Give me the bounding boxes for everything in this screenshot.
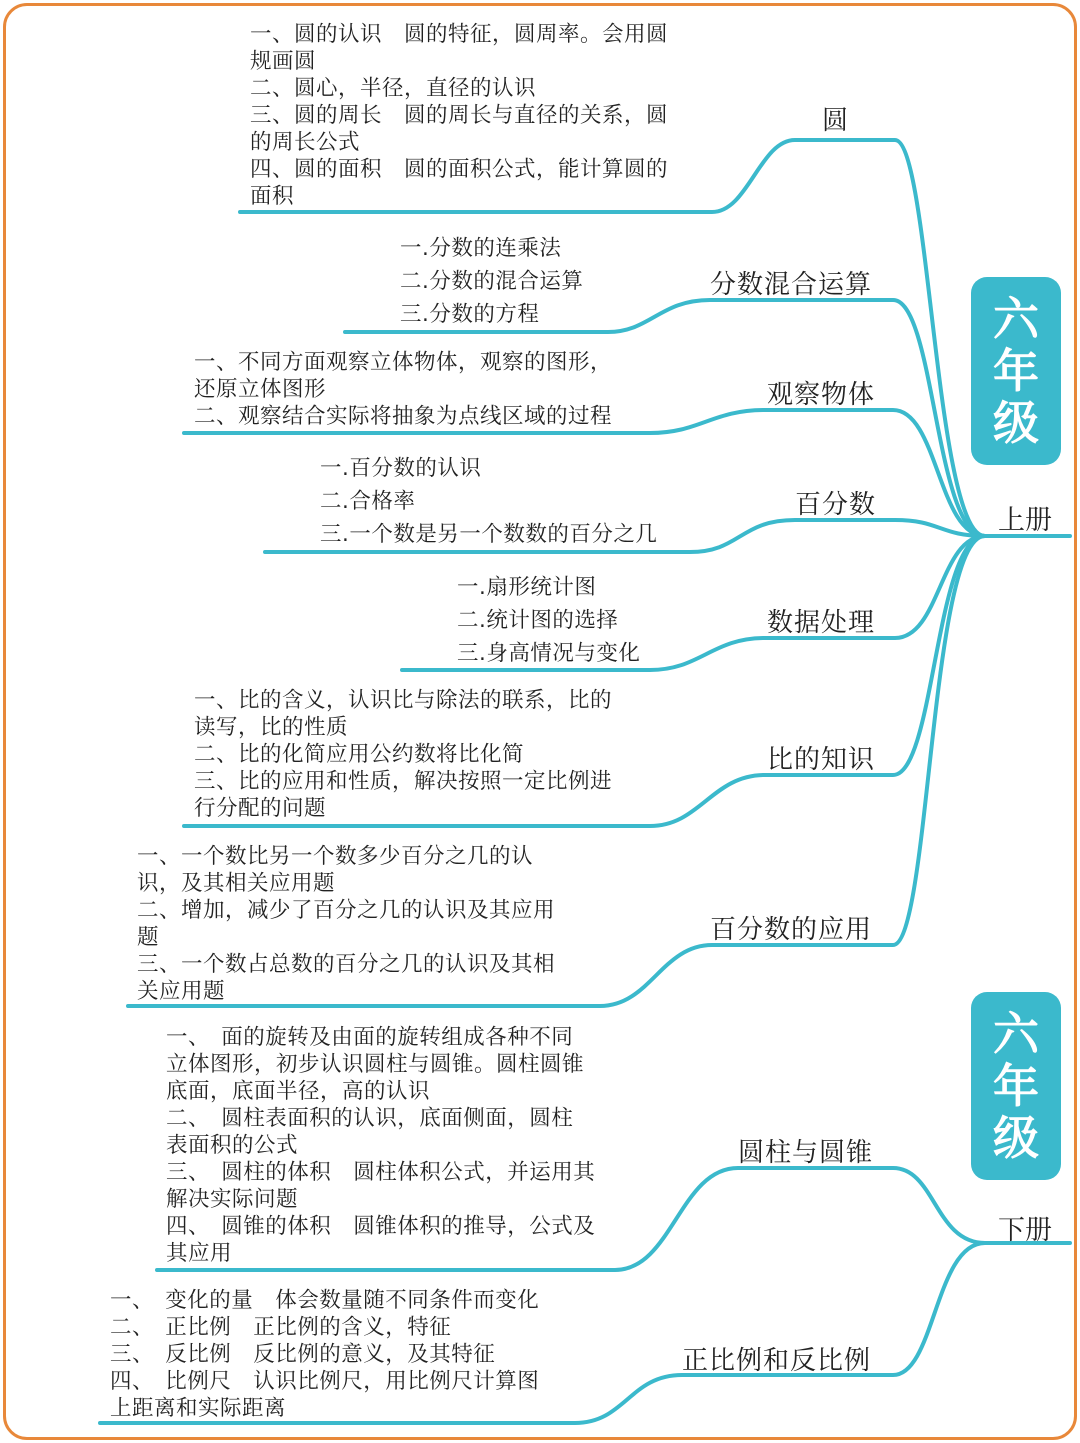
detail-line: 一.分数的连乘法 xyxy=(400,236,562,261)
detail-line: 二、观察结合实际将抽象为点线区域的过程 xyxy=(194,404,613,429)
detail-line: 三、 圆柱的体积 圆柱体积公式，并运用其 xyxy=(166,1160,596,1185)
detail-line: 一、 变化的量 体会数量随不同条件而变化 xyxy=(110,1288,540,1313)
topic-label: 分数混合运算 xyxy=(710,270,873,300)
topic-label: 圆 xyxy=(822,106,850,136)
topic-details xyxy=(320,452,657,551)
detail-line: 三、圆的周长 圆的周长与直径的关系，圆 xyxy=(250,103,669,128)
volume-label-upper: 上册 xyxy=(998,505,1052,536)
detail-line: 二、 圆柱表面积的认识，底面侧面，圆柱 xyxy=(166,1106,574,1131)
detail-line: 一、 面的旋转及由面的旋转组成各种不同 xyxy=(166,1025,574,1050)
detail-line: 四、 比例尺 认识比例尺，用比例尺计算图 xyxy=(110,1369,540,1394)
grade-badge-upper xyxy=(971,277,1061,465)
detail-line: 三、比的应用和性质，解决按照一定比例进 xyxy=(194,769,613,794)
detail-line: 规画圆 xyxy=(250,49,317,74)
topic-label: 百分数 xyxy=(795,490,877,520)
detail-line: 一、比的含义，认识比与除法的联系，比的 xyxy=(194,688,613,713)
detail-line: 三、 反比例 反比例的意义，及其特征 xyxy=(110,1342,496,1367)
detail-line: 一.扇形统计图 xyxy=(457,575,597,600)
volume-label-lower: 下册 xyxy=(998,1215,1052,1246)
detail-line: 底面，底面半径，高的认识 xyxy=(166,1079,431,1104)
detail-line: 一、不同方面观察立体物体，观察的图形， xyxy=(194,350,613,375)
detail-line: 二、圆心，半径，直径的认识 xyxy=(250,76,537,101)
detail-line: 面积 xyxy=(250,184,295,209)
detail-line: 行分配的问题 xyxy=(194,796,327,821)
detail-line: 二.统计图的选择 xyxy=(457,608,619,633)
badge-char: 六 xyxy=(993,292,1039,346)
detail-line: 立体图形，初步认识圆柱与圆锥。圆柱圆锥 xyxy=(166,1052,585,1077)
detail-line: 的周长公式 xyxy=(250,130,361,155)
topic-label: 比的知识 xyxy=(767,745,876,775)
detail-line: 四、 圆锥的体积 圆锥体积的推导，公式及 xyxy=(166,1214,596,1239)
topic-label: 百分数的应用 xyxy=(710,915,873,945)
grade-badge-lower xyxy=(971,992,1061,1180)
detail-line: 表面积的公式 xyxy=(166,1133,299,1158)
topic-details xyxy=(194,687,612,822)
topic-details xyxy=(400,232,583,331)
topic-details xyxy=(137,843,555,1005)
detail-line: 识，及其相关应用题 xyxy=(137,871,336,896)
detail-line: 二、增加，减少了百分之几的认识及其应用 xyxy=(137,898,556,923)
badge-char: 级 xyxy=(993,1111,1039,1165)
topic-label: 圆柱与圆锥 xyxy=(738,1138,874,1168)
topic-details xyxy=(110,1287,539,1422)
badge-char: 六 xyxy=(993,1007,1039,1061)
detail-line: 二、比的化简应用公约数将比化简 xyxy=(194,742,525,767)
detail-line: 三.分数的方程 xyxy=(400,302,540,327)
detail-line: 关应用题 xyxy=(137,979,226,1004)
detail-line: 一、一个数比另一个数多少百分之几的认 xyxy=(137,844,534,869)
topic-details xyxy=(250,21,668,210)
detail-line: 四、圆的面积 圆的面积公式，能计算圆的 xyxy=(250,157,669,182)
detail-line: 解决实际问题 xyxy=(166,1187,299,1212)
detail-line: 三.身高情况与变化 xyxy=(457,641,641,666)
detail-line: 其应用 xyxy=(166,1241,233,1266)
detail-line: 还原立体图形 xyxy=(194,377,327,402)
detail-line: 三、一个数占总数的百分之几的认识及其相 xyxy=(137,952,556,977)
detail-line: 二.合格率 xyxy=(320,489,416,514)
badge-char: 年 xyxy=(993,1059,1039,1113)
detail-line: 二、 正比例 正比例的含义，特征 xyxy=(110,1315,452,1340)
detail-line: 一、圆的认识 圆的特征，圆周率。会用圆 xyxy=(250,22,669,47)
detail-line: 三.一个数是另一个数数的百分之几 xyxy=(320,522,658,547)
badge-char: 级 xyxy=(993,396,1039,450)
detail-line: 读写，比的性质 xyxy=(194,715,349,740)
detail-line: 一.百分数的认识 xyxy=(320,456,482,481)
topic-label: 正比例和反比例 xyxy=(682,1346,872,1376)
detail-line: 题 xyxy=(137,925,160,950)
detail-line: 二.分数的混合运算 xyxy=(400,269,584,294)
topic-details xyxy=(194,349,612,430)
detail-line: 上距离和实际距离 xyxy=(110,1396,287,1421)
topic-details xyxy=(457,571,640,670)
topic-label: 数据处理 xyxy=(767,608,876,638)
topic-details xyxy=(166,1024,595,1267)
badge-char: 年 xyxy=(993,344,1039,398)
topic-label: 观察物体 xyxy=(767,380,876,410)
